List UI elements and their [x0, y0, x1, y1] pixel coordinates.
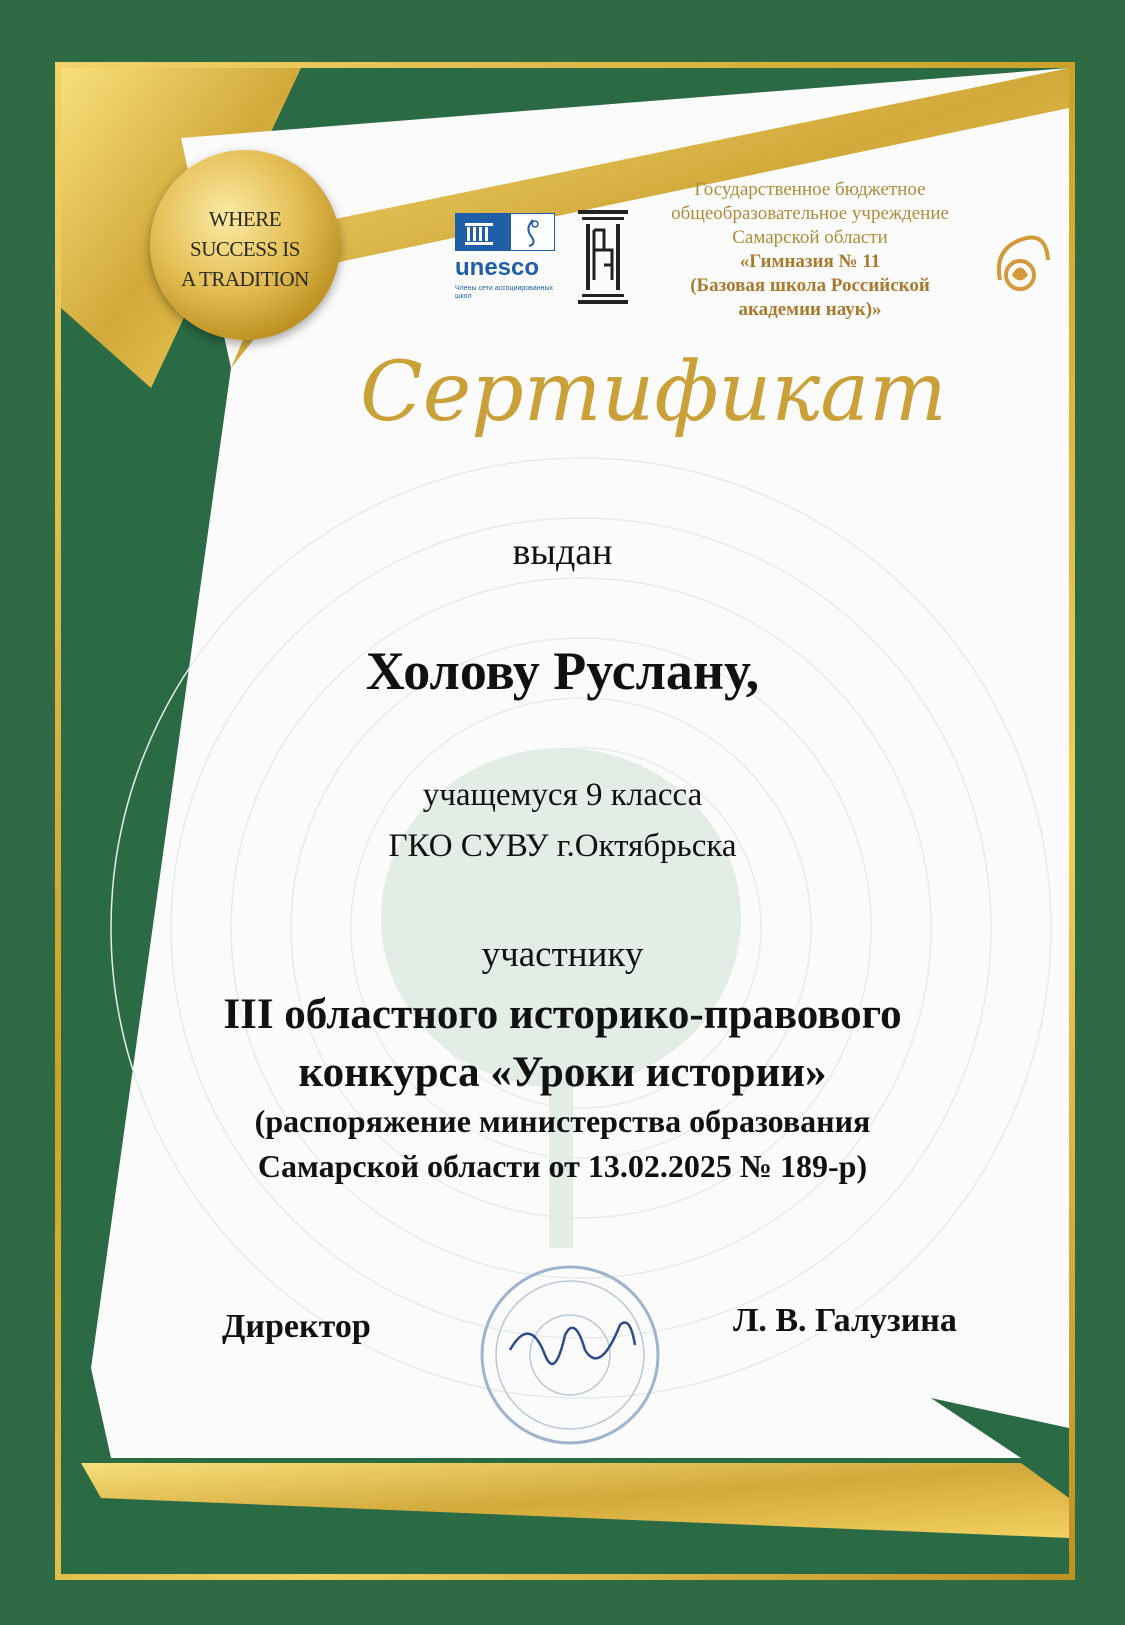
issued-label: выдан: [512, 531, 613, 573]
institution-line-6: академии наук)»: [738, 299, 882, 320]
recipient-grade: учащемуся 9 класса: [422, 777, 703, 813]
institution-line-5: (Базовая школа Российской: [690, 275, 930, 296]
competition-line-1: III областного историко-правового: [223, 991, 902, 1038]
competition-line-2: конкурса «Уроки истории»: [298, 1049, 827, 1096]
institution-line-1: Государственное бюджетное: [694, 179, 926, 200]
certificate-title: [340, 305, 1060, 465]
seal-line-2: SUCCESS IS: [190, 237, 300, 261]
association-logo-icon: [990, 220, 1052, 300]
director-name: Л. В. Галузина: [733, 1302, 957, 1339]
official-stamp: [470, 1255, 670, 1455]
tradition-seal: [150, 150, 340, 340]
signature-stroke: [510, 1323, 635, 1364]
institution-line-3: Самарской области: [732, 227, 888, 248]
unesco-temple-icon: [455, 213, 503, 251]
recipient-name: Холову Руслану,: [365, 641, 760, 701]
gold-band-bottom: [81, 1463, 1069, 1538]
certificate-title-text: Сертификат: [360, 345, 947, 440]
institution-block: [625, 178, 995, 322]
unesco-caption: Члены сети ассоциированных школ: [455, 285, 553, 300]
unesco-wordmark: unesco: [455, 254, 540, 281]
ran-academy-icon: [578, 210, 628, 305]
seal-line-1: WHERE: [208, 207, 282, 231]
participant-label: участнику: [481, 934, 644, 975]
seal-line-3: A TRADITION: [181, 267, 309, 291]
institution-line-4: «Гимназия № 11: [739, 251, 881, 272]
recipient-school: ГКО СУВУ г.Октябрьска: [388, 828, 737, 864]
order-line-1: (распоряжение министерства образования: [254, 1103, 871, 1139]
institution-line-2: общеобразовательное учреждение: [671, 203, 949, 224]
unesco-network-icon: [510, 213, 555, 251]
director-label: Директор: [222, 1308, 371, 1345]
order-line-2: Самарской области от 13.02.2025 № 189-р): [257, 1148, 868, 1184]
